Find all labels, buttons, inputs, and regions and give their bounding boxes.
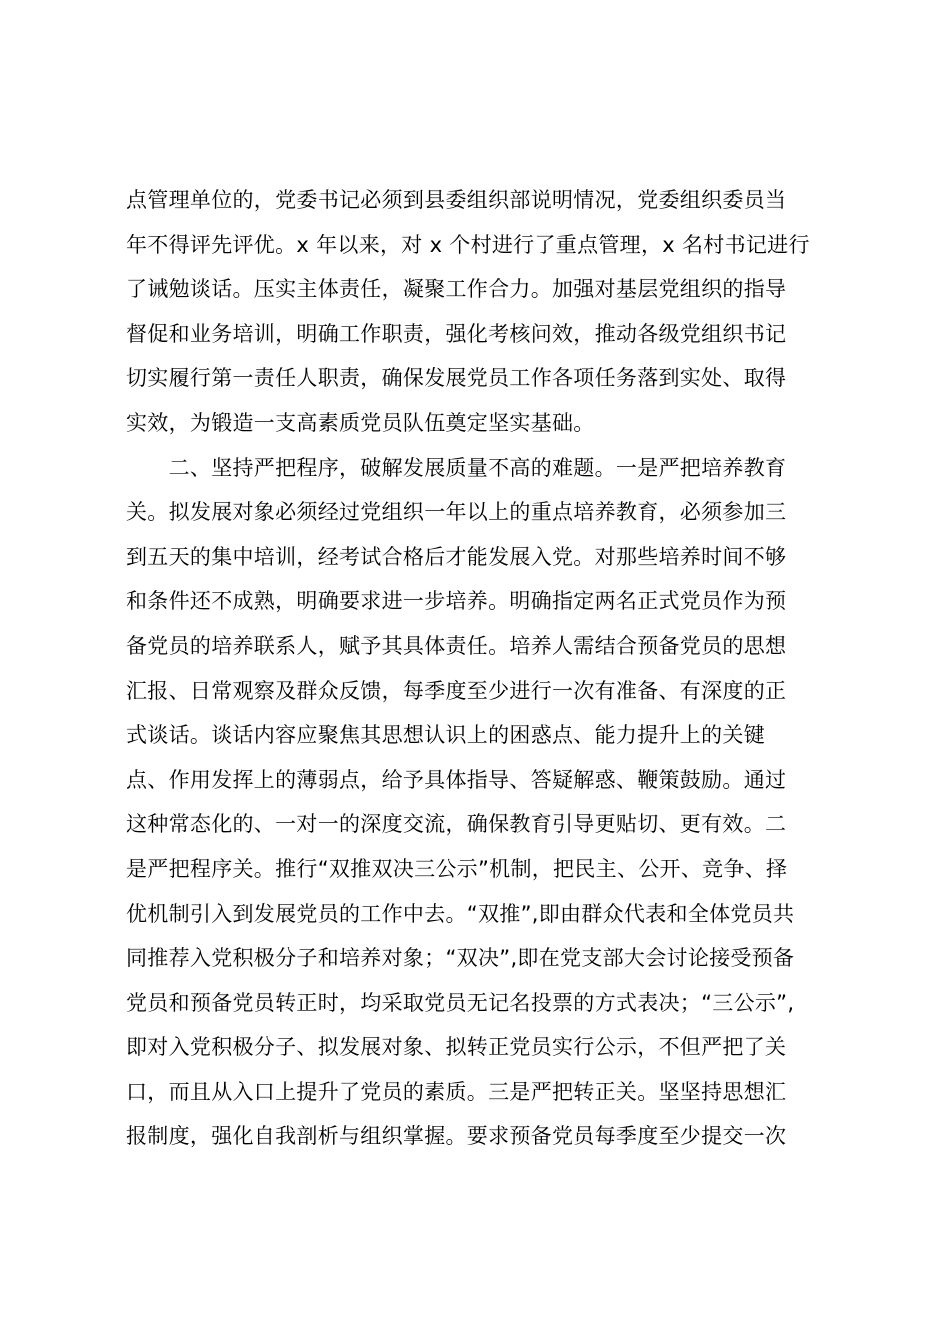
text-line: 式谈话。谈话内容应聚焦其思想认识上的困惑点、能力提升上的关键 xyxy=(126,723,765,748)
text-line: 报制度，强化自我剖析与组织掌握。要求预备党员每季度至少提交一次 xyxy=(126,1124,787,1149)
text-line: 党员和预备党员转正时，均采取党员无记名投票的方式表决；“三公示”, xyxy=(126,990,795,1015)
text-line: 了诫勉谈话。压实主体责任，凝聚工作合力。加强对基层党组织的指导 xyxy=(126,277,787,302)
text-line: 优机制引入到发展党员的工作中去。“双推”,即由群众代表和全体党员共 xyxy=(126,901,795,926)
text-line: 到五天的集中培训，经考试合格后才能发展入党。对那些培养时间不够 xyxy=(126,544,787,569)
text-line: 点管理单位的，党委书记必须到县委组织部说明情况，党委组织委员当 xyxy=(126,188,787,212)
text-line: 年不得评先评优。x 年以来，对 x 个村进行了重点管理，x 名村书记进行 xyxy=(126,232,810,257)
text-line: 和条件还不成熟，明确要求进一步培养。明确指定两名正式党员作为预 xyxy=(126,589,787,614)
text-line: 口，而且从入口上提升了党员的素质。三是严把转正关。坚坚持思想汇 xyxy=(126,1079,787,1104)
text-line: 即对入党积极分子、拟发展对象、拟转正党员实行公示，不但严把了关 xyxy=(126,1035,787,1060)
body-text xyxy=(126,178,846,1159)
text-line: 督促和业务培训，明确工作职责，强化考核问效，推动各级党组织书记 xyxy=(126,321,787,346)
text-line: 是严把程序关。推行“双推双决三公示”机制，把民主、公开、竞争、择 xyxy=(126,856,788,881)
text-line: 实效，为锻造一支高素质党员队伍奠定坚实基础。 xyxy=(126,410,595,435)
text-line: 汇报、日常观察及群众反馈，每季度至少进行一次有准备、有深度的正 xyxy=(126,678,787,703)
text-line: 点、作用发挥上的薄弱点，给予具体指导、答疑解惑、鞭策鼓励。通过 xyxy=(126,767,787,792)
text-line: 切实履行第一责任人职责，确保发展党员工作各项任务落到实处、取得 xyxy=(126,366,787,391)
text-line: 这种常态化的、一对一的深度交流，确保教育引导更贴切、更有效。二 xyxy=(126,812,787,837)
text-line: 同推荐入党积极分子和培养对象；“双决”,即在党支部大会讨论接受预备 xyxy=(126,946,795,971)
text-line: 备党员的培养联系人，赋予其具体责任。培养人需结合预备党员的思想 xyxy=(126,633,787,658)
text-line: 关。拟发展对象必须经过党组织一年以上的重点培养教育，必须参加三 xyxy=(126,500,787,525)
text-line: 二、坚持严把程序，破解发展质量不高的难题。一是严把培养教育 xyxy=(126,455,787,480)
